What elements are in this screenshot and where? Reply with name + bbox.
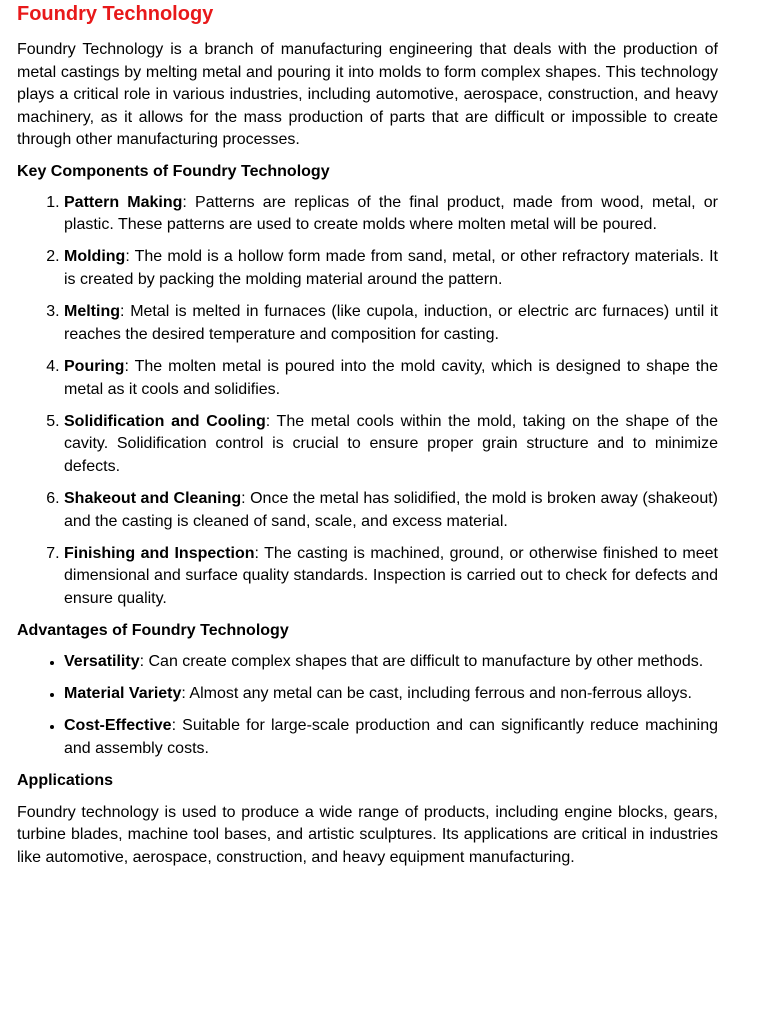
item-term: Pouring [64, 357, 125, 375]
list-item [64, 411, 718, 479]
item-text: : The metal cools within the mold, taking on the shape of the cavity. Solidification control is crucial to ensure proper grain structure and to minimize defects. [64, 412, 719, 475]
list-item [64, 651, 718, 674]
item-term: Versatility [64, 652, 140, 670]
list-item [64, 715, 718, 760]
item-term: Finishing and Inspection [64, 544, 255, 562]
document-title: Foundry Technology [17, 3, 214, 25]
item-text: : Almost any metal can be cast, including ferrous and non-ferrous alloys. [181, 685, 692, 702]
item-term: Shakeout and Cleaning [64, 490, 242, 508]
advantages-heading: Advantages of Foundry Technology [17, 622, 289, 640]
list-item [64, 301, 718, 346]
item-term: Molding [64, 248, 126, 266]
item-term: Pattern Making [64, 193, 183, 211]
list-item [64, 246, 718, 291]
item-text: : The casting is machined, ground, or otherwise finished to meet dimensional and surface quality standards. Inspection is carried out to check for defects and ensure quality. [64, 544, 719, 608]
item-text: : Once the metal has solidified, the mold is broken away (shakeout) and the casting is cleaned of sand, scale, and excess material. [64, 490, 719, 530]
item-term: Solidification and Cooling [64, 412, 266, 430]
item-term: Material Variety [64, 685, 182, 702]
item-term: Cost-Effective [64, 717, 172, 735]
list-item [64, 683, 718, 706]
components-list [17, 192, 718, 611]
item-text: : Can create complex shapes that are difficult to manufacture by other methods. [139, 652, 704, 670]
list-item [64, 488, 718, 533]
document-page [17, 0, 718, 869]
item-text: : The mold is a hollow form made from sand, metal, or other refractory materials. It is created by packing the molding material around the pattern. [64, 248, 718, 288]
item-text: : Patterns are replicas of the final product, made from wood, metal, or plastic. These patterns are used to create molds where molten metal will be poured. [64, 193, 719, 234]
applications-paragraph: Foundry technology is used to produce a wide range of products, including engine blocks, gears, turbine blades, machine tool bases, and artistic sculptures. Its applications are critical in industries like automotive, aerospace, construction, and heavy equipment manufacturing. [17, 803, 718, 866]
list-item [64, 543, 718, 611]
applications-heading: Applications [17, 771, 114, 789]
components-heading: Key Components of Foundry Technology [17, 162, 330, 180]
item-text: : Suitable for large-scale production and can significantly reduce machining and assembly costs. [64, 717, 718, 757]
advantages-list [17, 651, 718, 761]
item-text: : Metal is melted in furnaces (like cupola, induction, or electric arc furnaces) until it reaches the desired temperature and composition for casting. [64, 303, 718, 343]
item-text: : The molten metal is poured into the mold cavity, which is designed to shape the metal as it cools and solidifies. [64, 357, 718, 398]
list-item [64, 192, 718, 237]
list-item [64, 356, 718, 401]
intro-paragraph: Foundry Technology is a branch of manufacturing engineering that deals with the production of metal castings by melting metal and pouring it into molds to form complex shapes. This technology plays a critical role in various industries, including automotive, aerospace, construction, and heavy machinery, as it allows for the mass production of parts that are difficult or impossible to create through other manufacturing processes. [17, 41, 718, 149]
item-term: Melting [64, 303, 120, 321]
